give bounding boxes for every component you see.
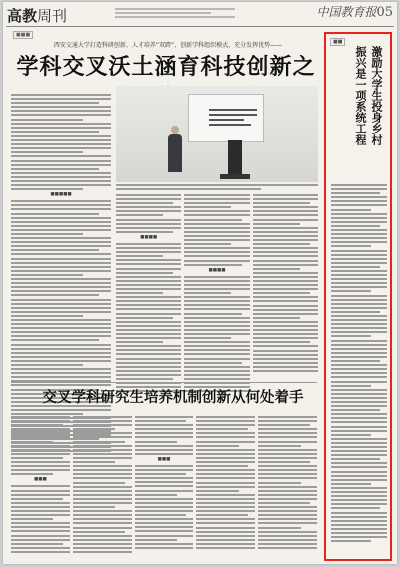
subheading-marker: ■■■■ (208, 267, 226, 273)
paper-name: 中国教育报 (316, 5, 377, 19)
subheading-marker: ■■■■ (140, 234, 158, 240)
lecture-photo (116, 86, 318, 182)
section-name: 高教 (7, 7, 38, 25)
speaker-figure (168, 126, 182, 172)
subheading-marker: ■■■■■ (50, 192, 72, 198)
text-column (11, 94, 111, 380)
main-article-body-right (116, 194, 318, 380)
masthead (3, 2, 397, 28)
masthead-rule (6, 26, 394, 27)
column-tag-logo: ■■ (330, 38, 345, 46)
side-article-body (331, 184, 387, 544)
main-article-body-upper (11, 94, 111, 380)
podium (228, 140, 242, 176)
column-tag-logo: ■■■ (13, 31, 33, 39)
masthead-info-lines (115, 8, 235, 22)
subheading-marker: ■■■ (34, 477, 47, 483)
second-headline: 交叉学科研究生培养机制创新从何处着手 (42, 389, 304, 406)
main-headline: 学科交叉沃土涵育科技创新之 (16, 54, 316, 80)
page-number: 05 (376, 5, 393, 20)
side-title-line1: 激励大学生投身乡村 (370, 46, 383, 145)
section-title (7, 5, 67, 26)
paper-nameplate (316, 3, 393, 20)
photo-caption (116, 184, 318, 192)
main-kicker: 西安交通大学打造科研创新、人才培养“双跨”、创新学科组织模式，充分发挥优势—— (53, 42, 283, 49)
projection-screen (188, 94, 264, 142)
section-suffix: 周刊 (37, 7, 68, 25)
subheading-marker: ■■■ (157, 456, 171, 462)
newspaper-page (3, 2, 397, 564)
side-title-line2: 振兴是一项系统工程 (354, 46, 367, 145)
article-divider (11, 382, 317, 383)
highlighted-side-article[interactable] (324, 32, 392, 561)
second-article-body (11, 416, 317, 560)
